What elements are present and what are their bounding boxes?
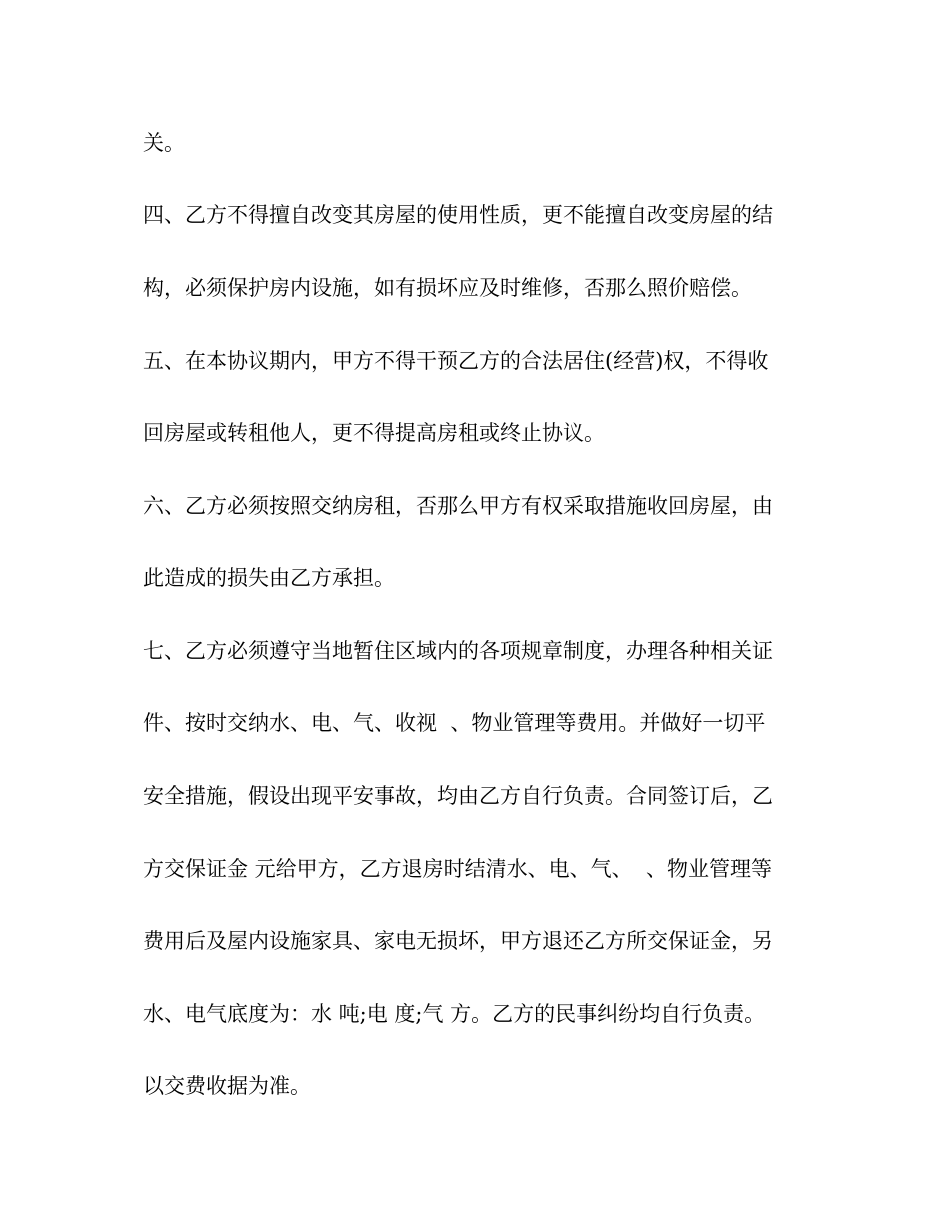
- paragraph-line: 件、按时交纳水、电、气、收视 、物业管理等费用。并做好一切平: [143, 711, 766, 735]
- paragraph-line: 费用后及屋内设施家具、家电无损坏，甲方退还乙方所交保证金，另: [143, 929, 773, 953]
- paragraph-line: 回房屋或转租他人，更不得提高房租或终止协议。: [143, 421, 605, 445]
- paragraph-line: 七、乙方必须遵守当地暂住区域内的各项规章制度，办理各种相关证: [143, 639, 773, 663]
- paragraph-line: 以交费收据为准。: [143, 1074, 311, 1098]
- paragraph-line: 关。: [143, 131, 185, 155]
- paragraph-line: 此造成的损失由乙方承担。: [143, 566, 395, 590]
- paragraph-line: 五、在本协议期内，甲方不得干预乙方的合法居住(经营)权，不得收: [143, 349, 769, 373]
- paragraph-line: 水、电气底度为：水 吨;电 度;气 方。乙方的民事纠纷均自行负责。: [143, 1002, 766, 1026]
- paragraph-line: 方交保证金 元给甲方，乙方退房时结清水、电、气、 、物业管理等: [143, 857, 773, 881]
- paragraph-line: 构，必须保护房内设施，如有损坏应及时维修，否那么照价赔偿。: [143, 276, 752, 300]
- paragraph-line: 安全措施，假设出现平安事故，均由乙方自行负责。合同签订后，乙: [143, 784, 773, 808]
- paragraph-line: 四、乙方不得擅自改变其房屋的使用性质，更不能擅自改变房屋的结: [143, 203, 773, 227]
- paragraph-line: 六、乙方必须按照交纳房租，否那么甲方有权采取措施收回房屋，由: [143, 494, 773, 518]
